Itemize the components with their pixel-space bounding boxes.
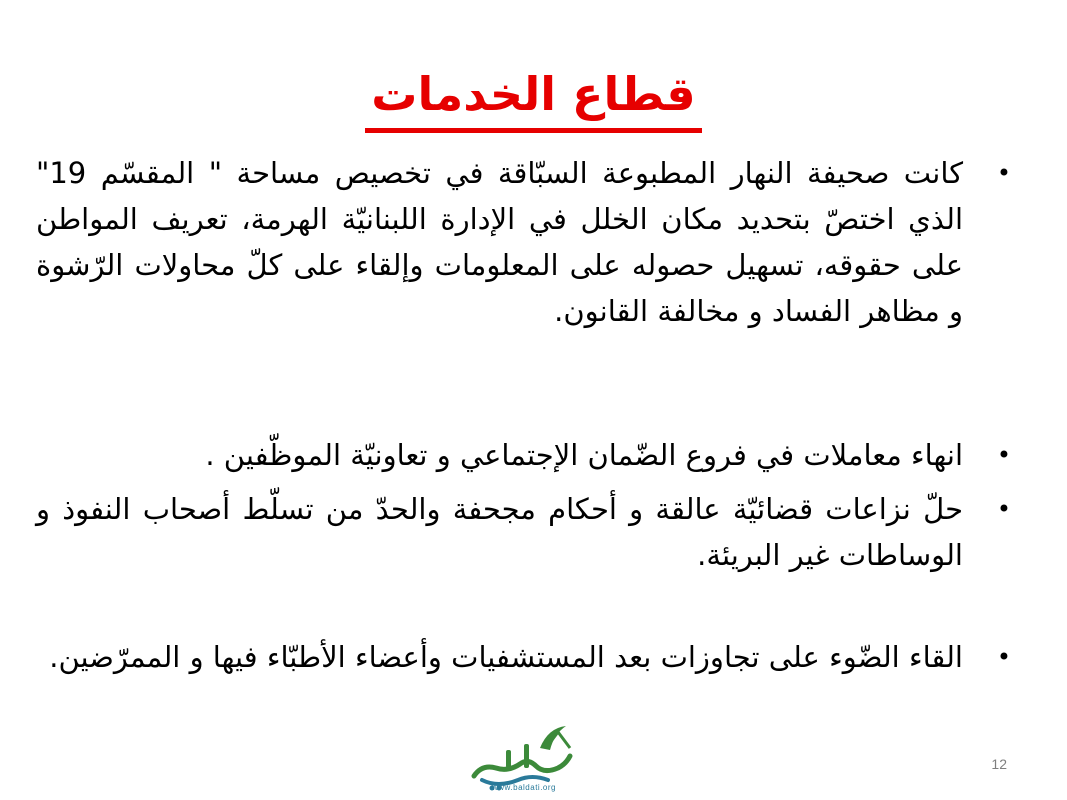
bullet-dot: • xyxy=(996,643,1011,671)
logo-script-stroke xyxy=(474,756,570,776)
bullet-item xyxy=(36,432,1011,478)
bullet-text: حلّ نزاعات قضائيّة عالقة و أحكام مجحفة والحدّ من تسلّط أصحاب النفوذ و الوساطات غير البريئة. xyxy=(36,492,963,572)
bullet-dot: • xyxy=(996,159,1011,187)
bullet-item xyxy=(36,150,1011,334)
bullet-item xyxy=(36,486,1011,578)
bullet-dot: • xyxy=(996,495,1011,523)
page-number: 12 xyxy=(991,756,1007,772)
bullet-dot: • xyxy=(996,441,1011,469)
logo-url: www.baldati.org xyxy=(492,783,556,792)
bullet-text: كانت صحيفة النهار المطبوعة السبّاقة في تخصيص مساحة " المقسّم 19" الذي اختصّ بتحديد مكان الخلل في الإدارة اللبنانيّة الهرمة، تعريف المواطن على حقوقه، تسهيل حصوله على المعلومات وإلقاء على كلّ محاولات الرّشوة و مظاهر الفساد و مخالفة القانون. xyxy=(36,156,963,328)
bullet-text: القاء الضّوء على تجاوزات بعد المستشفيات وأعضاء الأطبّاء فيها و الممرّضين. xyxy=(49,640,963,674)
bullet-item xyxy=(36,634,1011,680)
logo-letter-stem xyxy=(524,744,529,768)
slide-title-text: قطاع الخدمات xyxy=(365,62,701,133)
bullet-text: انهاء معاملات في فروع الضّمان الإجتماعي و تعاونيّة الموظّفين . xyxy=(205,438,963,472)
slide-title xyxy=(0,62,1067,133)
logo-letter-stem xyxy=(506,750,511,768)
